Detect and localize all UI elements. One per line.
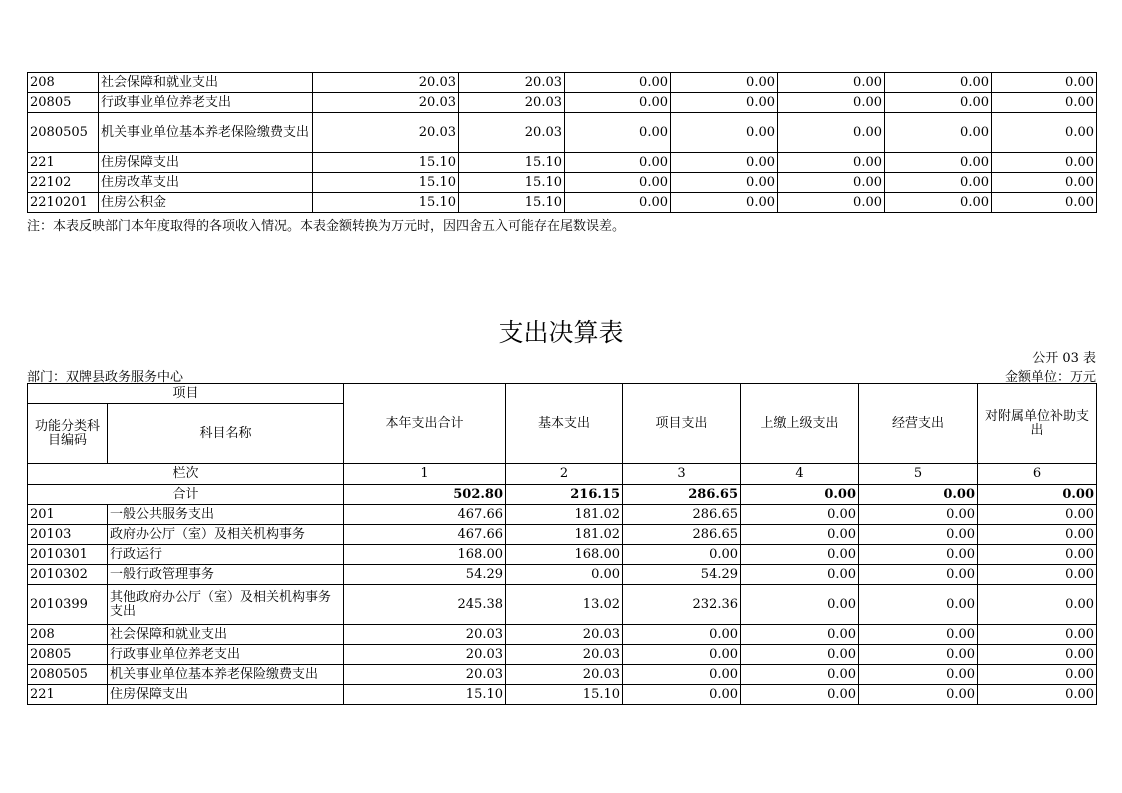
amount-cell: 0.00: [565, 193, 671, 213]
table-row: [28, 193, 1097, 213]
header-subsidy: 对附属单位补助支出: [978, 384, 1097, 464]
amount-cell: 0.00: [506, 565, 623, 585]
amount-cell: 0.00: [885, 173, 992, 193]
amount-cell: 0.00: [741, 525, 859, 545]
amount-cell: 0.00: [885, 193, 992, 213]
amount-cell: 286.65: [623, 505, 741, 525]
amount-cell: 0.00: [671, 173, 778, 193]
header-name: 科目名称: [108, 404, 344, 464]
subject-code: 2010302: [28, 565, 108, 585]
amount-cell: 0.00: [859, 645, 978, 665]
amount-cell: 20.03: [506, 665, 623, 685]
table-row: [28, 525, 1097, 545]
table-row: [28, 625, 1097, 645]
subject-name: 行政运行: [108, 545, 344, 565]
amount-cell: 0.00: [565, 93, 671, 113]
amount-cell: 0.00: [741, 585, 859, 625]
subject-name: 社会保障和就业支出: [99, 73, 313, 93]
subject-name: 住房保障支出: [99, 153, 313, 173]
amount-cell: 15.10: [459, 193, 565, 213]
amount-cell: 0.00: [565, 73, 671, 93]
subject-name: 社会保障和就业支出: [108, 625, 344, 645]
column-index: 3: [623, 464, 741, 485]
table-row: [28, 685, 1097, 705]
total-label: 合计: [28, 485, 344, 505]
amount-cell: 20.03: [459, 113, 565, 153]
amount-cell: 0.00: [885, 113, 992, 153]
amount-cell: 20.03: [344, 665, 506, 685]
table-row: [28, 93, 1097, 113]
amount-cell: 20.03: [459, 93, 565, 113]
amount-cell: 0.00: [978, 545, 1097, 565]
amount-cell: 0.00: [978, 645, 1097, 665]
amount-cell: 20.03: [506, 645, 623, 665]
amount-cell: 0.00: [992, 113, 1097, 153]
amount-cell: 20.03: [344, 625, 506, 645]
amount-cell: 20.03: [313, 113, 459, 153]
subject-name: 机关事业单位基本养老保险缴费支出: [108, 665, 344, 685]
column-index: 5: [859, 464, 978, 485]
subject-code: 2010301: [28, 545, 108, 565]
amount-cell: 0.00: [978, 565, 1097, 585]
amount-cell: 0.00: [778, 173, 885, 193]
page-title: 支出决算表: [498, 318, 624, 347]
amount-cell: 181.02: [506, 525, 623, 545]
amount-cell: 0.00: [671, 73, 778, 93]
header-code: 功能分类科目编码: [28, 404, 108, 464]
amount-cell: 286.65: [623, 525, 741, 545]
amount-cell: 0.00: [623, 545, 741, 565]
amount-cell: 20.03: [313, 93, 459, 113]
amount-cell: 0.00: [978, 525, 1097, 545]
amount-unit-label: 金额单位：万元: [1004, 370, 1096, 385]
amount-cell: 0.00: [978, 625, 1097, 645]
subject-code: 2010399: [28, 585, 108, 625]
subject-code: 208: [28, 625, 108, 645]
subject-name: 住房保障支出: [108, 685, 344, 705]
amount-cell: 0.00: [623, 645, 741, 665]
amount-cell: 20.03: [313, 73, 459, 93]
subject-code: 2080505: [28, 113, 99, 153]
amount-cell: 0.00: [992, 73, 1097, 93]
subject-code: 20805: [28, 645, 108, 665]
expenditure-table: [27, 383, 1097, 705]
subject-code: 22102: [28, 173, 99, 193]
subject-name: 行政事业单位养老支出: [99, 93, 313, 113]
amount-cell: 20.03: [344, 645, 506, 665]
total-amount: 0.00: [741, 485, 859, 505]
column-index: 6: [978, 464, 1097, 485]
amount-cell: 54.29: [623, 565, 741, 585]
table-row: [28, 545, 1097, 565]
table-row: [28, 73, 1097, 93]
amount-cell: 15.10: [313, 173, 459, 193]
amount-cell: 0.00: [992, 193, 1097, 213]
subject-name: 一般公共服务支出: [108, 505, 344, 525]
amount-cell: 13.02: [506, 585, 623, 625]
amount-cell: 0.00: [978, 665, 1097, 685]
index-label: 栏次: [28, 464, 344, 485]
amount-cell: 0.00: [671, 153, 778, 173]
table-row: [28, 173, 1097, 193]
amount-cell: 0.00: [778, 153, 885, 173]
amount-cell: 15.10: [506, 685, 623, 705]
subject-code: 201: [28, 505, 108, 525]
amount-cell: 0.00: [859, 585, 978, 625]
amount-cell: 0.00: [978, 585, 1097, 625]
header-project: 项目: [28, 384, 344, 404]
column-index: 1: [344, 464, 506, 485]
column-index: 2: [506, 464, 623, 485]
amount-cell: 0.00: [623, 665, 741, 685]
total-amount: 0.00: [978, 485, 1097, 505]
income-table-continued: [27, 72, 1097, 213]
amount-cell: 467.66: [344, 525, 506, 545]
subject-name: 政府办公厅（室）及相关机构事务: [108, 525, 344, 545]
subject-name: 住房公积金: [99, 193, 313, 213]
amount-cell: 0.00: [623, 685, 741, 705]
table-number: 公开 03 表: [1032, 351, 1096, 366]
amount-cell: 0.00: [741, 665, 859, 685]
total-amount: 0.00: [859, 485, 978, 505]
amount-cell: 0.00: [565, 153, 671, 173]
header-project-expense: 项目支出: [623, 384, 741, 464]
amount-cell: 0.00: [885, 93, 992, 113]
amount-cell: 0.00: [859, 685, 978, 705]
amount-cell: 0.00: [778, 93, 885, 113]
amount-cell: 54.29: [344, 565, 506, 585]
subject-name: 其他政府办公厅（室）及相关机构事务支出: [108, 585, 344, 625]
amount-cell: 15.10: [344, 685, 506, 705]
subject-code: 221: [28, 685, 108, 705]
header-business: 经营支出: [859, 384, 978, 464]
amount-cell: 0.00: [859, 545, 978, 565]
subject-name: 机关事业单位基本养老保险缴费支出: [99, 113, 313, 153]
amount-cell: 0.00: [741, 685, 859, 705]
column-index: 4: [741, 464, 859, 485]
subject-code: 2210201: [28, 193, 99, 213]
amount-cell: 0.00: [741, 505, 859, 525]
amount-cell: 168.00: [344, 545, 506, 565]
header-basic: 基本支出: [506, 384, 623, 464]
amount-cell: 0.00: [859, 525, 978, 545]
total-amount: 502.80: [344, 485, 506, 505]
amount-cell: 0.00: [671, 193, 778, 213]
amount-cell: 0.00: [741, 625, 859, 645]
amount-cell: 0.00: [671, 93, 778, 113]
subject-name: 一般行政管理事务: [108, 565, 344, 585]
amount-cell: 20.03: [506, 625, 623, 645]
amount-cell: 0.00: [623, 625, 741, 645]
amount-cell: 0.00: [978, 685, 1097, 705]
amount-cell: 0.00: [778, 193, 885, 213]
table-row: [28, 645, 1097, 665]
amount-cell: 15.10: [313, 153, 459, 173]
header-total: 本年支出合计: [344, 384, 506, 464]
amount-cell: 0.00: [859, 505, 978, 525]
amount-cell: 245.38: [344, 585, 506, 625]
amount-cell: 0.00: [741, 545, 859, 565]
amount-cell: 232.36: [623, 585, 741, 625]
amount-cell: 0.00: [885, 153, 992, 173]
subject-name: 行政事业单位养老支出: [108, 645, 344, 665]
total-amount: 286.65: [623, 485, 741, 505]
amount-cell: 0.00: [671, 113, 778, 153]
table-row: [28, 113, 1097, 153]
table-row: [28, 505, 1097, 525]
total-amount: 216.15: [506, 485, 623, 505]
amount-cell: 0.00: [565, 113, 671, 153]
amount-cell: 0.00: [992, 173, 1097, 193]
subject-name: 住房改革支出: [99, 173, 313, 193]
amount-cell: 0.00: [885, 73, 992, 93]
amount-cell: 0.00: [992, 93, 1097, 113]
subject-code: 208: [28, 73, 99, 93]
amount-cell: 0.00: [992, 153, 1097, 173]
amount-cell: 15.10: [459, 153, 565, 173]
department-label: 部门：双牌县政务服务中心: [27, 370, 184, 385]
table-row: [28, 665, 1097, 685]
amount-cell: 181.02: [506, 505, 623, 525]
amount-cell: 467.66: [344, 505, 506, 525]
subject-code: 20805: [28, 93, 99, 113]
amount-cell: 15.10: [459, 173, 565, 193]
amount-cell: 0.00: [978, 505, 1097, 525]
subject-code: 20103: [28, 525, 108, 545]
table-row: [28, 153, 1097, 173]
subject-code: 2080505: [28, 665, 108, 685]
header-upper: 上缴上级支出: [741, 384, 859, 464]
table-note: 注：本表反映部门本年度取得的各项收入情况。本表金额转换为万元时，因四舍五入可能存在尾数误差。: [27, 219, 626, 234]
table-row: [28, 565, 1097, 585]
amount-cell: 0.00: [859, 565, 978, 585]
subject-code: 221: [28, 153, 99, 173]
amount-cell: 0.00: [859, 665, 978, 685]
amount-cell: 0.00: [741, 565, 859, 585]
amount-cell: 20.03: [459, 73, 565, 93]
amount-cell: 15.10: [313, 193, 459, 213]
amount-cell: 0.00: [859, 625, 978, 645]
amount-cell: 0.00: [778, 113, 885, 153]
table-row: [28, 585, 1097, 625]
amount-cell: 168.00: [506, 545, 623, 565]
amount-cell: 0.00: [778, 73, 885, 93]
amount-cell: 0.00: [565, 173, 671, 193]
amount-cell: 0.00: [741, 645, 859, 665]
